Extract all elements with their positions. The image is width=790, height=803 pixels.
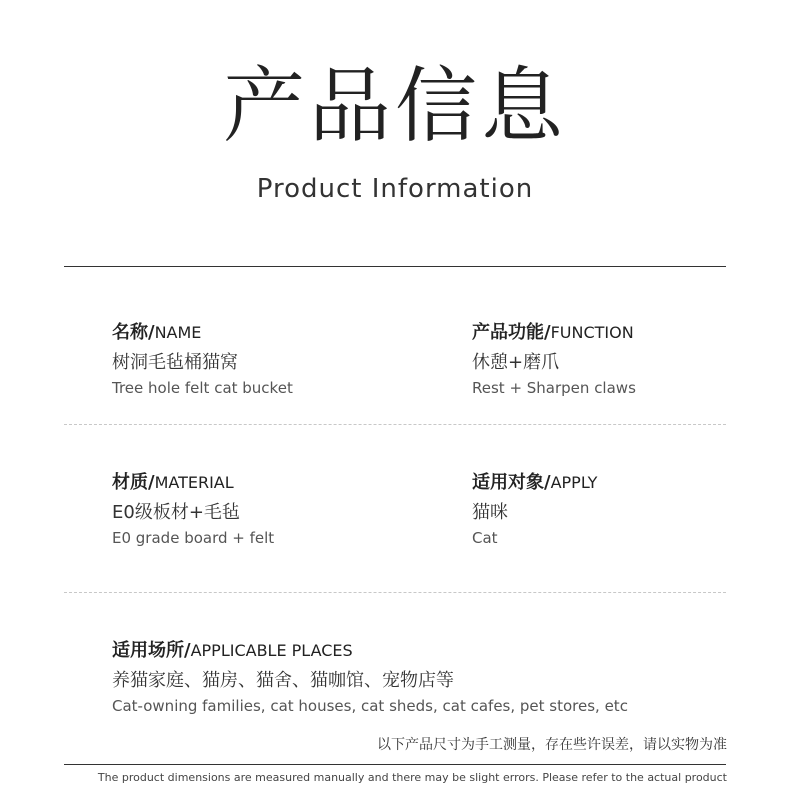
measurement-note-en: The product dimensions are measured manually and there may be slight errors. Please refer to the actual product [97, 771, 727, 784]
field-label: 适用对象/APPLY [472, 472, 598, 493]
field-name [112, 322, 293, 397]
dashed-divider [64, 424, 726, 425]
field-value-cn: E0级板材+毛毡 [112, 501, 240, 523]
field-value-en: Cat [472, 529, 498, 548]
field-label: 名称/NAME [112, 322, 202, 343]
dashed-divider [64, 592, 726, 593]
measurement-note-cn: 以下产品尺寸为手工测量，存在些许误差，请以实物为准 [377, 737, 727, 753]
field-function [472, 322, 636, 397]
field-value-cn: 猫咪 [472, 501, 508, 523]
field-value-cn: 养猫家庭、猫房、猫舍、猫咖馆、宠物店等 [112, 669, 454, 691]
field-apply [472, 472, 597, 547]
field-label: 材质/MATERIAL [112, 472, 234, 493]
field-places [112, 640, 628, 715]
field-label: 产品功能/FUNCTION [472, 322, 634, 343]
bottom-divider [64, 764, 726, 765]
field-value-en: Cat-owning families, cat houses, cat sheds, cat cafes, pet stores, etc [112, 697, 628, 716]
field-material [112, 472, 274, 547]
top-divider [64, 266, 726, 267]
field-value-cn: 休憩+磨爪 [472, 351, 560, 373]
page-title: 产品信息 [222, 59, 567, 154]
field-value-en: Tree hole felt cat bucket [112, 379, 293, 398]
field-value-en: E0 grade board + felt [112, 529, 275, 548]
field-label: 适用场所/APPLICABLE PLACES [112, 640, 353, 661]
page-subtitle: Product Information [256, 174, 534, 204]
field-value-cn: 树洞毛毡桶猫窝 [112, 351, 238, 373]
field-value-en: Rest + Sharpen claws [472, 379, 636, 398]
